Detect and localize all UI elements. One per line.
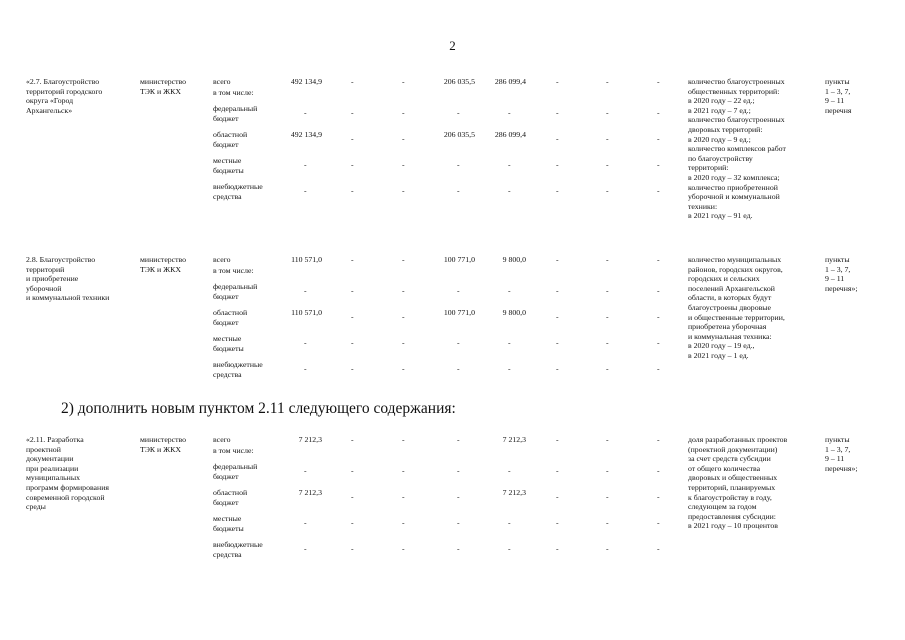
target-indicator: предоставления субсидии: <box>688 511 776 521</box>
empty-value: - <box>657 338 660 347</box>
empty-value: - <box>402 108 405 117</box>
empty-value: - <box>402 134 405 143</box>
target-indicator: территорий, планируемых <box>688 483 776 492</box>
empty-value: - <box>351 338 354 347</box>
funding-value: 286 099,4 <box>494 130 526 139</box>
list-reference: перечня <box>825 105 852 115</box>
funding-value: 286 099,4 <box>494 77 526 86</box>
empty-value: - <box>556 518 559 527</box>
empty-value: - <box>556 312 559 321</box>
empty-value: - <box>606 255 609 264</box>
empty-value: - <box>556 338 559 347</box>
empty-value: - <box>457 160 460 169</box>
empty-value: - <box>457 492 460 501</box>
target-indicator: поселений Архангельской <box>688 283 775 293</box>
funding-source-label: бюджеты <box>213 343 244 353</box>
empty-value: - <box>508 160 511 169</box>
empty-value: - <box>606 286 609 295</box>
funding-source-label: средства <box>213 191 242 201</box>
empty-value: - <box>508 364 511 373</box>
empty-value: - <box>556 160 559 169</box>
empty-value: - <box>606 134 609 143</box>
funding-value: 110 571,0 <box>291 308 322 317</box>
empty-value: - <box>508 338 511 347</box>
empty-value: - <box>657 364 660 373</box>
empty-value: - <box>657 108 660 117</box>
empty-value: - <box>402 544 405 553</box>
list-reference: 9 – 11 <box>825 454 845 464</box>
funding-source-label: местные <box>213 514 242 523</box>
empty-value: - <box>657 186 660 195</box>
activity-title: среды <box>26 502 46 512</box>
funding-source-label: всего <box>213 255 231 264</box>
empty-value: - <box>508 186 511 195</box>
funding-source-label: бюджет <box>213 471 239 481</box>
empty-value: - <box>402 466 405 475</box>
target-indicator: области, в которых будут <box>688 293 772 303</box>
empty-value: - <box>304 518 307 527</box>
executor: министерство <box>140 77 187 86</box>
insert-heading: 2) дополнить новым пунктом 2.11 следующего содержания: <box>61 400 456 417</box>
empty-value: - <box>351 492 354 501</box>
funding-value: 100 771,0 <box>443 308 475 317</box>
empty-value: - <box>508 108 511 117</box>
empty-value: - <box>657 518 660 527</box>
funding-value: 100 771,0 <box>443 255 475 264</box>
empty-value: - <box>402 286 405 295</box>
empty-value: - <box>606 338 609 347</box>
executor: министерство <box>140 435 187 444</box>
target-indicator: количество благоустроенных <box>688 77 785 86</box>
funding-value: 206 035,5 <box>443 130 475 139</box>
funding-value: 492 134,9 <box>290 130 322 139</box>
activity-title: программ формирования <box>26 483 109 492</box>
executor: министерство <box>140 255 187 264</box>
empty-value: - <box>556 492 559 501</box>
empty-value: - <box>304 186 307 195</box>
funding-source-label: бюджеты <box>213 165 244 175</box>
target-indicator: в 2021 году – 7 ед.; <box>688 105 751 115</box>
empty-value: - <box>657 492 660 501</box>
funding-source-label: в том числе: <box>213 88 254 97</box>
funding-value: 7 212,3 <box>298 435 322 444</box>
empty-value: - <box>304 466 307 475</box>
funding-source-label: внебюджетные <box>213 360 263 369</box>
empty-value: - <box>606 435 609 444</box>
empty-value: - <box>351 518 354 527</box>
empty-value: - <box>457 108 460 117</box>
empty-value: - <box>606 77 609 86</box>
empty-value: - <box>304 338 307 347</box>
empty-value: - <box>457 286 460 295</box>
list-reference: перечня»; <box>825 463 858 473</box>
empty-value: - <box>351 186 354 195</box>
empty-value: - <box>402 364 405 373</box>
empty-value: - <box>556 286 559 295</box>
empty-value: - <box>402 492 405 501</box>
empty-value: - <box>657 544 660 553</box>
activity-title: документации <box>26 454 74 464</box>
funding-source-label: местные <box>213 334 242 343</box>
empty-value: - <box>402 435 405 444</box>
funding-source-label: бюджет <box>213 291 239 301</box>
list-reference: пункты <box>825 435 850 444</box>
empty-value: - <box>657 77 660 86</box>
target-indicator: к благоустройству в году, <box>688 492 772 502</box>
funding-value: 7 212,3 <box>298 488 322 497</box>
target-indicator: количество муниципальных <box>688 255 782 264</box>
activity-title: и коммунальной техники <box>26 293 110 303</box>
empty-value: - <box>606 108 609 117</box>
target-indicator: городских и сельских <box>688 274 760 284</box>
empty-value: - <box>457 466 460 475</box>
empty-value: - <box>304 160 307 169</box>
funding-source-label: областной <box>213 488 248 497</box>
empty-value: - <box>351 544 354 553</box>
target-indicator: общественных территорий: <box>688 86 780 96</box>
empty-value: - <box>606 312 609 321</box>
empty-value: - <box>457 544 460 553</box>
empty-value: - <box>556 466 559 475</box>
target-indicator: и общественные территории, <box>688 312 785 322</box>
target-indicator: количество комплексов работ <box>688 144 786 154</box>
empty-value: - <box>508 286 511 295</box>
funding-source-label: бюджеты <box>213 523 244 533</box>
funding-source-label: бюджет <box>213 497 239 507</box>
empty-value: - <box>351 312 354 321</box>
funding-value: 9 800,0 <box>502 255 526 264</box>
funding-source-label: всего <box>213 435 231 444</box>
activity-title: уборочной <box>26 283 62 293</box>
target-indicator: благоустроены дворовые <box>688 303 771 312</box>
list-reference: 1 – 3, 7, <box>825 86 851 96</box>
activity-title: «2.7. Благоустройство <box>26 77 100 86</box>
funding-value: 7 212,3 <box>502 435 526 444</box>
target-indicator: в 2021 году – 10 процентов <box>688 521 778 531</box>
empty-value: - <box>457 435 460 444</box>
funding-source-label: всего <box>213 77 231 86</box>
list-reference: 1 – 3, 7, <box>825 444 851 454</box>
target-indicator: дворовых и общественных <box>688 473 778 483</box>
empty-value: - <box>402 312 405 321</box>
target-indicator: в 2020 году – 19 ед., <box>688 341 755 351</box>
empty-value: - <box>606 518 609 527</box>
empty-value: - <box>304 108 307 117</box>
executor: ТЭК и ЖКХ <box>140 264 181 274</box>
empty-value: - <box>457 186 460 195</box>
funding-source-label: внебюджетные <box>213 182 263 191</box>
empty-value: - <box>508 544 511 553</box>
empty-value: - <box>556 544 559 553</box>
funding-source-label: федеральный <box>213 104 258 113</box>
target-indicator: в 2021 году – 1 ед. <box>688 351 749 360</box>
target-indicator: в 2020 году – 9 ед.; <box>688 134 751 144</box>
empty-value: - <box>351 255 354 264</box>
empty-value: - <box>657 435 660 444</box>
empty-value: - <box>657 286 660 295</box>
funding-source-label: областной <box>213 130 248 139</box>
target-indicator: в 2020 году – 22 ед.; <box>688 96 755 106</box>
empty-value: - <box>606 186 609 195</box>
empty-value: - <box>556 108 559 117</box>
funding-value: 206 035,5 <box>443 77 475 86</box>
activity-title: Архангельск» <box>26 105 73 115</box>
empty-value: - <box>556 364 559 373</box>
target-indicator: территорий: <box>688 163 729 173</box>
target-indicator: за счет средств субсидии <box>688 454 771 464</box>
funding-value: 7 212,3 <box>502 488 526 497</box>
empty-value: - <box>351 108 354 117</box>
empty-value: - <box>556 435 559 444</box>
empty-value: - <box>657 160 660 169</box>
activity-title: муниципальных <box>26 473 80 483</box>
funding-source-label: внебюджетные <box>213 540 263 549</box>
empty-value: - <box>657 255 660 264</box>
activity-title: проектной <box>26 444 61 454</box>
activity-title: территорий городского <box>26 86 103 96</box>
target-indicator: приобретена уборочная <box>688 322 767 332</box>
target-indicator: техники: <box>688 201 718 211</box>
empty-value: - <box>457 338 460 347</box>
empty-value: - <box>606 544 609 553</box>
empty-value: - <box>402 338 405 347</box>
activity-title: округа «Город <box>26 96 74 106</box>
empty-value: - <box>351 364 354 373</box>
funding-source-label: средства <box>213 549 242 559</box>
funding-source-label: областной <box>213 308 248 317</box>
empty-value: - <box>606 466 609 475</box>
list-reference: пункты <box>825 255 850 264</box>
empty-value: - <box>508 466 511 475</box>
list-reference: пункты <box>825 77 850 86</box>
funding-value: 110 571,0 <box>291 255 322 264</box>
target-indicator: по благоустройству <box>688 153 753 163</box>
target-indicator: количество приобретенной <box>688 182 778 192</box>
funding-source-label: средства <box>213 369 242 379</box>
empty-value: - <box>402 186 405 195</box>
empty-value: - <box>351 77 354 86</box>
funding-value: 9 800,0 <box>502 308 526 317</box>
empty-value: - <box>402 160 405 169</box>
list-reference: 9 – 11 <box>825 274 845 284</box>
target-indicator: от общего количества <box>688 463 761 473</box>
activity-title: 2.8. Благоустройство <box>26 255 96 264</box>
empty-value: - <box>351 134 354 143</box>
empty-value: - <box>402 77 405 86</box>
empty-value: - <box>351 435 354 444</box>
list-reference: перечня»; <box>825 283 858 293</box>
activity-title: «2.11. Разработка <box>26 435 84 444</box>
empty-value: - <box>657 312 660 321</box>
funding-source-label: местные <box>213 156 242 165</box>
activity-title: при реализации <box>26 463 79 473</box>
empty-value: - <box>457 364 460 373</box>
empty-value: - <box>556 134 559 143</box>
empty-value: - <box>457 518 460 527</box>
target-indicator: доля разработанных проектов <box>688 435 788 444</box>
page-number: 2 <box>449 38 456 53</box>
empty-value: - <box>304 364 307 373</box>
activity-title: и приобретение <box>26 274 79 284</box>
funding-source-label: в том числе: <box>213 266 254 275</box>
target-indicator: в 2020 году – 32 комплекса; <box>688 173 780 182</box>
empty-value: - <box>351 160 354 169</box>
target-indicator: уборочной и коммунальной <box>688 192 780 202</box>
empty-value: - <box>351 466 354 475</box>
funding-source-label: федеральный <box>213 282 258 291</box>
empty-value: - <box>556 77 559 86</box>
target-indicator: следующем за годом <box>688 502 757 512</box>
executor: ТЭК и ЖКХ <box>140 86 181 96</box>
funding-source-label: бюджет <box>213 139 239 149</box>
target-indicator: и коммунальная техника: <box>688 331 772 341</box>
target-indicator: районов, городских округов, <box>688 264 783 274</box>
target-indicator: дворовых территорий: <box>688 125 763 134</box>
empty-value: - <box>657 466 660 475</box>
empty-value: - <box>402 255 405 264</box>
funding-source-label: бюджет <box>213 317 239 327</box>
list-reference: 1 – 3, 7, <box>825 264 851 274</box>
activity-title: территорий <box>26 264 65 274</box>
target-indicator: количество благоустроенных <box>688 115 785 125</box>
funding-source-label: бюджет <box>213 113 239 123</box>
empty-value: - <box>351 286 354 295</box>
empty-value: - <box>606 364 609 373</box>
target-indicator: в 2021 году – 91 ед. <box>688 211 753 221</box>
empty-value: - <box>556 255 559 264</box>
target-indicator: (проектной документации) <box>688 444 778 454</box>
funding-value: 492 134,9 <box>290 77 322 86</box>
executor: ТЭК и ЖКХ <box>140 444 181 454</box>
empty-value: - <box>402 518 405 527</box>
empty-value: - <box>556 186 559 195</box>
empty-value: - <box>508 518 511 527</box>
funding-source-label: федеральный <box>213 462 258 471</box>
empty-value: - <box>304 286 307 295</box>
empty-value: - <box>606 160 609 169</box>
empty-value: - <box>606 492 609 501</box>
list-reference: 9 – 11 <box>825 96 845 106</box>
empty-value: - <box>304 544 307 553</box>
funding-source-label: в том числе: <box>213 446 254 455</box>
activity-title: современной городской <box>26 492 105 502</box>
empty-value: - <box>657 134 660 143</box>
